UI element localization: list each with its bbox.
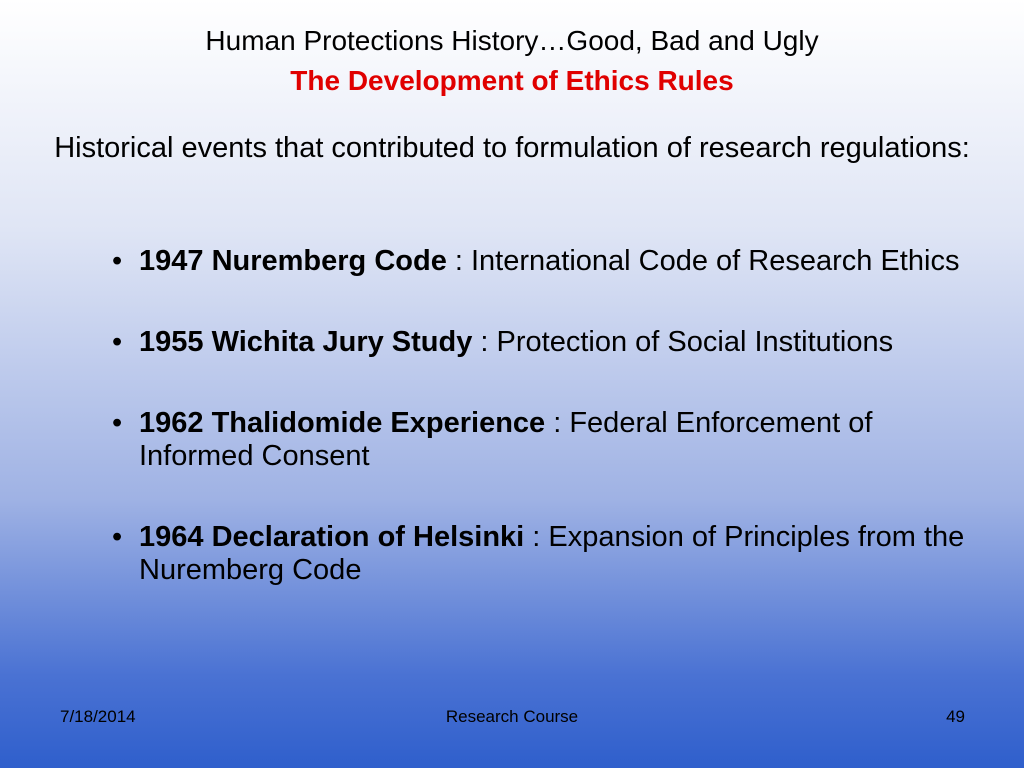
footer-date: 7/18/2014 [60,707,136,726]
bullet-item [108,521,988,587]
bullet-item [108,245,988,278]
bullet-heading: 1962 Thalidomide Experience [139,407,546,439]
bullet-heading: 1964 Declaration of Helsinki [139,521,525,553]
bullet-text: International Code of Research Ethics [471,245,960,277]
bullet-icon: • [112,326,123,358]
bullet-text: Protection of Social Institutions [496,326,894,358]
bullet-item [108,326,988,359]
bullet-item [108,407,988,473]
bullet-separator: : [472,326,497,358]
bullet-text: Federal Enforcement of Informed Consent [139,407,873,472]
bullet-separator: : [446,245,471,277]
bullet-separator: : [545,407,570,439]
footer-page-number: 49 [946,707,965,726]
bullet-heading: 1955 Wichita Jury Study [139,326,473,358]
bullet-list [108,245,988,635]
bullet-text: Expansion of Principles from the Nuremberg Code [139,521,965,586]
bullet-heading: 1947 Nuremberg Code [139,245,447,277]
bullet-icon: • [112,521,123,553]
bullet-separator: : [524,521,549,553]
footer-course-name: Research Course [445,707,579,726]
bullet-icon: • [112,407,123,439]
slide-subtitle: The Development of Ethics Rules [290,65,734,96]
slide-title: Human Protections History…Good, Bad and Ugly [205,25,819,56]
intro-text: Historical events that contributed to formulation of research regulations: [54,132,970,164]
bullet-icon: • [112,245,123,277]
